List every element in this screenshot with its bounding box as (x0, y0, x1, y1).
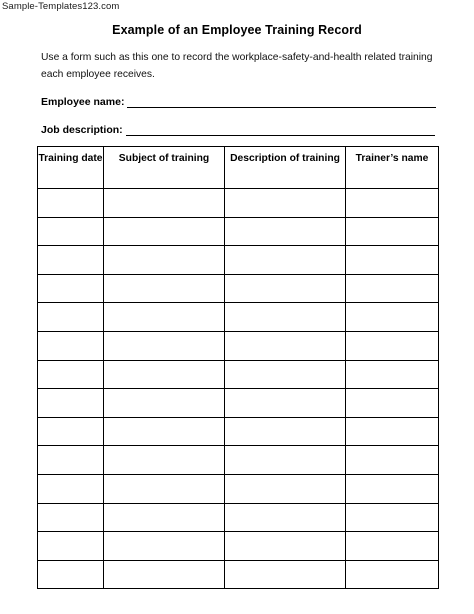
job-description-line[interactable] (126, 125, 435, 136)
table-row (38, 303, 439, 332)
table-row (38, 274, 439, 303)
header-subject-of-training: Subject of training (104, 147, 225, 189)
description-cell[interactable] (225, 246, 346, 275)
training-date-cell[interactable] (38, 217, 104, 246)
subject-cell[interactable] (104, 417, 225, 446)
training-date-cell[interactable] (38, 189, 104, 218)
subject-cell[interactable] (104, 303, 225, 332)
trainer-name-cell[interactable] (346, 303, 439, 332)
description-cell[interactable] (225, 560, 346, 589)
trainer-name-cell[interactable] (346, 560, 439, 589)
trainer-name-cell[interactable] (346, 246, 439, 275)
employee-name-line[interactable] (127, 97, 436, 108)
description-cell[interactable] (225, 503, 346, 532)
training-date-cell[interactable] (38, 331, 104, 360)
description-cell[interactable] (225, 360, 346, 389)
subject-cell[interactable] (104, 532, 225, 561)
table-row (38, 560, 439, 589)
training-date-cell[interactable] (38, 532, 104, 561)
training-date-cell[interactable] (38, 303, 104, 332)
description-cell[interactable] (225, 446, 346, 475)
training-date-cell[interactable] (38, 389, 104, 418)
table-row (38, 246, 439, 275)
training-date-cell[interactable] (38, 246, 104, 275)
trainer-name-cell[interactable] (346, 217, 439, 246)
header-training-date: Training date (38, 147, 104, 189)
trainer-name-cell[interactable] (346, 503, 439, 532)
subject-cell[interactable] (104, 389, 225, 418)
job-description-field (41, 122, 435, 136)
trainer-name-cell[interactable] (346, 189, 439, 218)
training-date-cell[interactable] (38, 503, 104, 532)
description-cell[interactable] (225, 389, 346, 418)
training-date-cell[interactable] (38, 446, 104, 475)
header-description-of-training: Description of training (225, 147, 346, 189)
subject-cell[interactable] (104, 560, 225, 589)
table-row (38, 417, 439, 446)
trainer-name-cell[interactable] (346, 360, 439, 389)
subject-cell[interactable] (104, 331, 225, 360)
trainer-name-cell[interactable] (346, 331, 439, 360)
employee-name-label: Employee name: (41, 96, 125, 108)
trainer-name-cell[interactable] (346, 532, 439, 561)
description-cell[interactable] (225, 303, 346, 332)
trainer-name-cell[interactable] (346, 274, 439, 303)
subject-cell[interactable] (104, 217, 225, 246)
job-description-label: Job description: (41, 124, 123, 136)
table-row (38, 503, 439, 532)
table-header-row (38, 147, 439, 189)
training-date-cell[interactable] (38, 274, 104, 303)
header-trainers-name: Trainer’s name (346, 147, 439, 189)
trainer-name-cell[interactable] (346, 474, 439, 503)
training-date-cell[interactable] (38, 360, 104, 389)
table-row (38, 532, 439, 561)
intro-text: Use a form such as this one to record the workplace-safety-and-health related training each employee receives. (41, 52, 433, 80)
description-cell[interactable] (225, 274, 346, 303)
document-title: Example of an Employee Training Record (112, 23, 362, 37)
description-cell[interactable] (225, 189, 346, 218)
table-row (38, 217, 439, 246)
training-date-cell[interactable] (38, 474, 104, 503)
table-row (38, 389, 439, 418)
subject-cell[interactable] (104, 189, 225, 218)
training-date-cell[interactable] (38, 560, 104, 589)
subject-cell[interactable] (104, 503, 225, 532)
training-date-cell[interactable] (38, 417, 104, 446)
table-row (38, 360, 439, 389)
description-cell[interactable] (225, 217, 346, 246)
table-row (38, 331, 439, 360)
table-row (38, 474, 439, 503)
description-cell[interactable] (225, 417, 346, 446)
description-cell[interactable] (225, 532, 346, 561)
subject-cell[interactable] (104, 360, 225, 389)
description-cell[interactable] (225, 474, 346, 503)
trainer-name-cell[interactable] (346, 417, 439, 446)
training-record-table (37, 146, 439, 589)
employee-name-field (41, 94, 436, 108)
trainer-name-cell[interactable] (346, 446, 439, 475)
trainer-name-cell[interactable] (346, 389, 439, 418)
table-row (38, 189, 439, 218)
subject-cell[interactable] (104, 446, 225, 475)
table-row (38, 446, 439, 475)
table-body (38, 189, 439, 589)
site-watermark: Sample-Templates123.com (2, 1, 120, 12)
subject-cell[interactable] (104, 474, 225, 503)
subject-cell[interactable] (104, 246, 225, 275)
description-cell[interactable] (225, 331, 346, 360)
subject-cell[interactable] (104, 274, 225, 303)
